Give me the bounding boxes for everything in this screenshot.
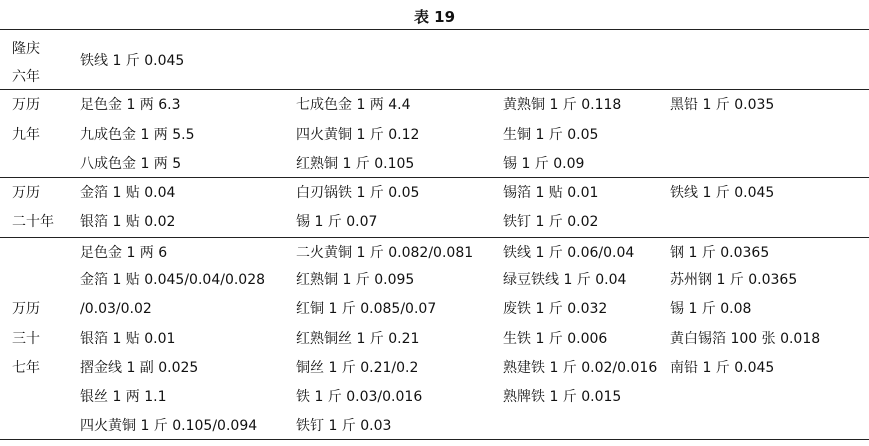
table-rule — [0, 237, 869, 238]
price-entry: 苏州钢 1 斤 0.0365 — [670, 272, 798, 288]
price-entry: 铜丝 1 斤 0.21/0.2 — [296, 360, 419, 376]
era-label: 万历 — [12, 97, 40, 113]
price-entry: 摺金线 1 副 0.025 — [80, 360, 199, 376]
era-label: 隆庆 — [12, 41, 40, 57]
price-entry: 白刃锅铁 1 斤 0.05 — [296, 185, 420, 201]
price-entry: 二火黄铜 1 斤 0.082/0.081 — [296, 245, 474, 261]
era-label: 六年 — [12, 69, 40, 85]
table-rule — [0, 177, 869, 178]
era-label: 三十 — [12, 331, 40, 347]
price-entry: 铁钉 1 斤 0.02 — [503, 214, 599, 230]
era-label: 二十年 — [12, 214, 54, 230]
price-entry: 熟牌铁 1 斤 0.015 — [503, 389, 622, 405]
price-entry: 黄白锡箔 100 张 0.018 — [670, 331, 821, 347]
price-entry: 足色金 1 两 6 — [80, 245, 168, 261]
era-label: 万历 — [12, 301, 40, 317]
price-entry: 银箔 1 贴 0.01 — [80, 331, 176, 347]
price-entry: 生铁 1 斤 0.006 — [503, 331, 608, 347]
price-entry: 银箔 1 贴 0.02 — [80, 214, 176, 230]
price-entry: 黄熟铜 1 斤 0.118 — [503, 97, 622, 113]
price-entry: /0.03/0.02 — [80, 301, 152, 317]
price-entry: 锡箔 1 贴 0.01 — [503, 185, 599, 201]
price-entry: 绿豆铁线 1 斤 0.04 — [503, 272, 627, 288]
price-entry: 金箔 1 贴 0.04 — [80, 185, 176, 201]
price-entry: 四火黄铜 1 斤 0.12 — [296, 127, 420, 143]
price-entry: 生铜 1 斤 0.05 — [503, 127, 599, 143]
price-entry: 铁线 1 斤 0.045 — [80, 53, 185, 69]
price-entry: 锡 1 斤 0.08 — [670, 301, 752, 317]
price-entry: 足色金 1 两 6.3 — [80, 97, 181, 113]
price-entry: 锡 1 斤 0.09 — [503, 156, 585, 172]
era-label: 七年 — [12, 360, 40, 376]
price-entry: 铁钉 1 斤 0.03 — [296, 418, 392, 434]
era-label: 九年 — [12, 127, 40, 143]
price-entry: 南铅 1 斤 0.045 — [670, 360, 775, 376]
price-entry: 金箔 1 贴 0.045/0.04/0.028 — [80, 272, 266, 288]
price-entry: 九成色金 1 两 5.5 — [80, 127, 195, 143]
price-entry: 铁线 1 斤 0.045 — [670, 185, 775, 201]
price-entry: 锡 1 斤 0.07 — [296, 214, 378, 230]
table-rule — [0, 439, 869, 440]
price-entry: 黑铅 1 斤 0.035 — [670, 97, 775, 113]
price-entry: 红熟铜 1 斤 0.105 — [296, 156, 415, 172]
price-entry: 铁 1 斤 0.03/0.016 — [296, 389, 423, 405]
table-title: 表 19 — [413, 8, 456, 26]
price-entry: 银丝 1 两 1.1 — [80, 389, 167, 405]
price-entry: 四火黄铜 1 斤 0.105/0.094 — [80, 418, 258, 434]
table-rule — [0, 89, 869, 90]
price-entry: 废铁 1 斤 0.032 — [503, 301, 608, 317]
price-entry: 钢 1 斤 0.0365 — [670, 245, 770, 261]
price-entry: 红熟铜 1 斤 0.095 — [296, 272, 415, 288]
price-entry: 红熟铜丝 1 斤 0.21 — [296, 331, 420, 347]
price-entry: 八成色金 1 两 5 — [80, 156, 182, 172]
price-entry: 红铜 1 斤 0.085/0.07 — [296, 301, 437, 317]
price-entry: 熟建铁 1 斤 0.02/0.016 — [503, 360, 658, 376]
price-entry: 铁线 1 斤 0.06/0.04 — [503, 245, 635, 261]
table-rule — [0, 29, 869, 30]
era-label: 万历 — [12, 185, 40, 201]
price-entry: 七成色金 1 两 4.4 — [296, 97, 411, 113]
